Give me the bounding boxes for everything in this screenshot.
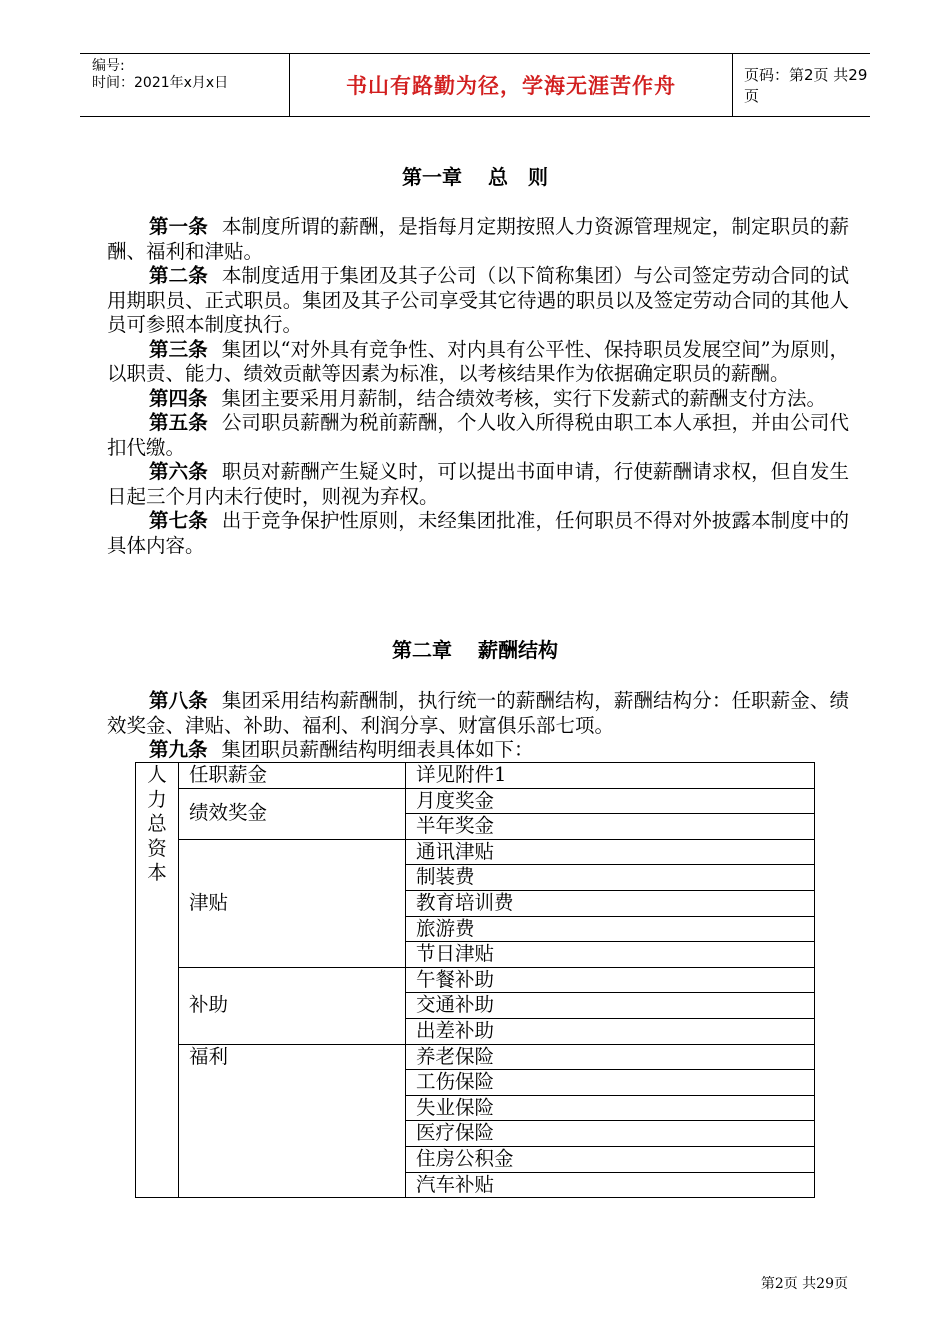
- table-row: [136, 763, 815, 789]
- article: [107, 411, 849, 460]
- table-row: [136, 967, 815, 993]
- header-meta: [92, 58, 312, 92]
- article-number: 第四条: [149, 386, 208, 410]
- article: [107, 460, 849, 509]
- item-cell: 养老保险: [406, 1044, 815, 1070]
- article: [107, 338, 849, 387]
- header-motto: 书山有路勤为径，学海无涯苦作舟: [289, 54, 733, 116]
- page-header: [80, 53, 870, 117]
- table-row: [136, 839, 815, 865]
- article: [107, 264, 849, 338]
- item-cell: 制装费: [406, 865, 815, 891]
- number-label: 编号:: [92, 58, 125, 74]
- article-text: 本制度所谓的薪酬，是指每月定期按照人力资源管理规定，制定职员的薪酬、福利和津贴。: [107, 215, 849, 263]
- category-cell: 津贴: [179, 839, 406, 967]
- chapter-1-heading: [0, 161, 950, 190]
- article-number: 第七条: [149, 509, 208, 532]
- item-cell: 汽车补贴: [406, 1172, 815, 1198]
- category-cell: 补助: [179, 967, 406, 1044]
- header-page-label: 页码：第2页 共29页: [744, 66, 868, 105]
- item-cell: 医疗保险: [406, 1121, 815, 1147]
- article-text: 出于竞争保护性原则，未经集团批准，任何职员不得对外披露本制度中的具体内容。: [107, 509, 849, 557]
- page-footer: 第2页 共29页: [760, 1276, 848, 1292]
- article: [107, 387, 849, 412]
- article: [107, 215, 849, 264]
- article-text: 集团职员薪酬结构明细表具体如下：: [221, 738, 534, 761]
- item-cell: 半年奖金: [406, 814, 815, 840]
- item-cell: 工伤保险: [406, 1070, 815, 1096]
- category-cell: 绩效奖金: [179, 788, 406, 839]
- item-cell: 交通补助: [406, 993, 815, 1019]
- article-text: 集团主要采用月薪制，结合绩效考核，实行下发薪式的薪酬支付方法。: [221, 386, 827, 410]
- group-label-cell: 人 力 总 资 本: [136, 763, 179, 1198]
- article: [107, 509, 849, 558]
- table-row: [136, 788, 815, 814]
- article-number: 第六条: [149, 460, 208, 483]
- article-text: 公司职员薪酬为税前薪酬，个人收入所得税由职工本人承担，并由公司代扣代缴。: [107, 411, 849, 459]
- item-cell: 旅游费: [406, 916, 815, 942]
- article-number: 第三条: [149, 337, 208, 361]
- article-text: 本制度适用于集团及其子公司（以下简称集团）与公司签定劳动合同的试用期职员、正式职员。集团及其子公司享受其它待遇的职员以及签定劳动合同的其他人员可参照本制度执行。: [107, 264, 849, 336]
- item-cell: 通讯津贴: [406, 839, 815, 865]
- salary-structure-table: [135, 762, 815, 1198]
- chapter-2-heading: [0, 634, 950, 663]
- category-cell: 福利: [179, 1044, 406, 1198]
- chapter-number: 第二章: [392, 638, 452, 662]
- article-text: 职员对薪酬产生疑义时，可以提出书面申请，行使薪酬请求权，但自发生日起三个月内未行使时，则视为弃权。: [107, 460, 849, 508]
- item-cell: 出差补助: [406, 1018, 815, 1044]
- chapter-title: 薪酬结构: [478, 638, 558, 662]
- item-cell: 午餐补助: [406, 967, 815, 993]
- item-cell: 住房公积金: [406, 1146, 815, 1172]
- article-number: 第九条: [149, 738, 208, 761]
- table-row: [136, 1044, 815, 1070]
- chapter-2-body: [107, 689, 849, 763]
- article-number: 第五条: [149, 411, 208, 434]
- article-text: 集团采用结构薪酬制，执行统一的薪酬结构，薪酬结构分：任职薪金、绩效奖金、津贴、补助、福利、利润分享、财富俱乐部七项。: [107, 689, 849, 737]
- article: [107, 738, 849, 763]
- category-cell: 任职薪金: [179, 763, 406, 789]
- item-cell: 教育培训费: [406, 890, 815, 916]
- time-label: 时间：2021年x月x日: [92, 75, 229, 91]
- chapter-1-body: [107, 215, 849, 558]
- chapter-title: 总 则: [488, 165, 548, 189]
- item-cell: 月度奖金: [406, 788, 815, 814]
- chapter-number: 第一章: [402, 165, 462, 189]
- item-cell: 详见附件1: [406, 763, 815, 789]
- article: [107, 689, 849, 738]
- article-number: 第二条: [149, 264, 208, 287]
- article-number: 第八条: [149, 689, 208, 712]
- article-text: 集团以“对外具有竞争性、对内具有公平性、保持职员发展空间”为原则，以职责、能力、绩效贡献等因素为标准，以考核结果作为依据确定职员的薪酬。: [107, 337, 849, 385]
- item-cell: 失业保险: [406, 1095, 815, 1121]
- article-number: 第一条: [149, 215, 208, 238]
- item-cell: 节日津贴: [406, 942, 815, 968]
